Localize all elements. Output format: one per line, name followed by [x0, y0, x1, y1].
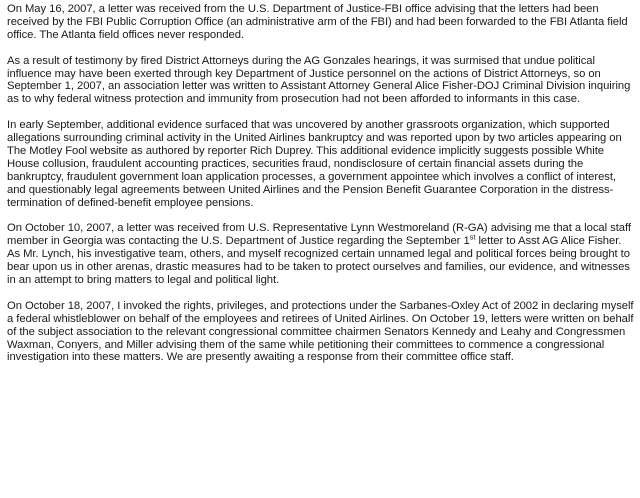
paragraph-text: letter to Asst AG Alice Fisher. As Mr. Lynch, his investigative team, others, and myself recognized certain unnamed legal and political forces being brought to bear upon us in other arenas, drastic measures had to be taken to protect ourselves and families, our evidence, and witnesses in an attempt to bring matters to legal and political light. [7, 235, 630, 286]
document-body [7, 3, 635, 364]
paragraph-text: On October 10, 2007, a letter was received from U.S. Representative Lynn Westmoreland (R-GA) advising me that a local staff member in Georgia was contacting the U.S. Department of Justice regarding the September 1 [7, 222, 631, 248]
paragraph-early-september-evidence: In early September, additional evidence surfaced that was uncovered by another grassroots organization, which supported allegations surrounding criminal activity in the United Airlines bankruptcy and was reported upon by two articles appearing on The Motley Fool website as authored by reporter Rich Duprey. This additional evidence implicitly suggests possible White House collusion, fraudulent accounting practices, securities fraud, nondisclosure of certain financial assets during the bankruptcy, fraudulent government loan application processes, a government appointee which involves a conflict of interest, and questionably legal agreements between United Airlines and the Pension Benefit Guarantee Corporation in the distress-termination of defined-benefit employee pensions. [7, 119, 622, 209]
paragraph-october-18-whistleblower: On October 18, 2007, I invoked the rights, privileges, and protections under the Sarbanes-Oxley Act of 2002 in declaring myself a federal whistleblower on behalf of the employees and retirees of United Airlines. On October 19, letters were written on behalf of the subject association to the relevant congressional committee chairmen Senators Kennedy and Leahy and Congressmen Waxman, Conyers, and Miller advising them of the same while petitioning their committees to commence a congressional investigation into these matters. We are presently awaiting a response from their committee office staff. [7, 299, 634, 364]
paragraph-september-1-letter: As a result of testimony by fired District Attorneys during the AG Gonzales hearings, it was surmised that undue political influence may have been exerted through key Department of Justice personnel on the actions of District Attorneys, so on September 1, 2007, an association letter was written to Assistant Attorney General Alice Fisher-DOJ Criminal Division inquiring as to why federal witness protection and immunity from prosecution had not been afforded to informants in this case. [7, 54, 631, 106]
paragraph-october-10-letter [7, 222, 635, 287]
ordinal-superscript: st [469, 232, 476, 242]
paragraph-may-16-letter: On May 16, 2007, a letter was received from the U.S. Department of Justice-FBI office advising that the letters had been received by the FBI Public Corruption Office (an administrative arm of the FBI) and had been forwarded to the FBI Atlanta field office. The Atlanta field offices never responded. [7, 3, 628, 41]
